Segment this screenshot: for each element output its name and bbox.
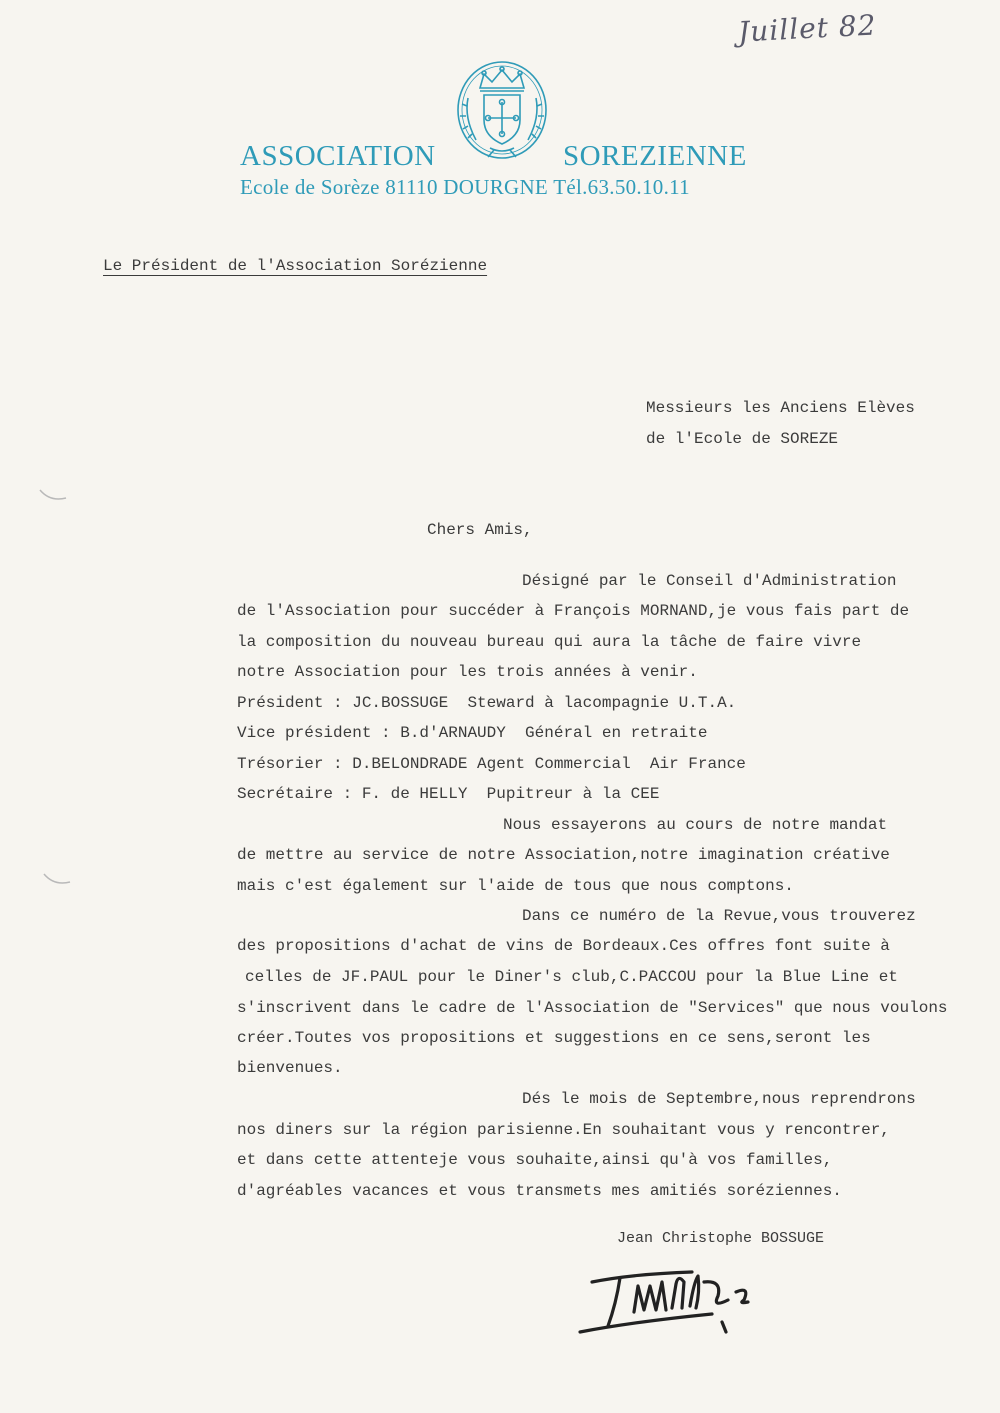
punch-hole-mark <box>38 488 68 502</box>
body-line: Trésorier : D.BELONDRADE Agent Commercial Air France <box>237 755 746 773</box>
body-line: de mettre au service de notre Association,notre imagination créative <box>237 846 890 864</box>
body-line: Vice président : B.d'ARNAUDY Général en retraite <box>237 724 708 742</box>
body-line: Dés le mois de Septembre,nous reprendrons <box>522 1090 916 1108</box>
body-line: créer.Toutes vos propositions et suggestions en ce sens,seront les <box>237 1029 871 1047</box>
punch-hole-mark <box>42 872 72 886</box>
body-line: bienvenues. <box>237 1059 343 1077</box>
body-line: et dans cette attenteje vous souhaite,ainsi qu'à vos familles, <box>237 1151 833 1169</box>
letterhead-name-left: ASSOCIATION <box>240 140 436 172</box>
body-line: nos diners sur la région parisienne.En souhaitant vous y rencontrer, <box>237 1121 890 1139</box>
signer-name: Jean Christophe BOSSUGE <box>617 1230 825 1247</box>
body-line: celles de JF.PAUL pour le Diner's club,C.PACCOU pour la Blue Line et <box>245 968 898 986</box>
letterhead-name-right: SOREZIENNE <box>563 140 747 172</box>
body-line: d'agréables vacances et vous transmets mes amitiés soréziennes. <box>237 1182 842 1200</box>
letterhead-address: Ecole de Sorèze 81110 DOURGNE Tél.63.50.10.11 <box>240 175 690 199</box>
body-line: notre Association pour les trois années à venir. <box>237 663 698 681</box>
salutation: Chers Amis, <box>427 521 533 539</box>
handwritten-date: Juillet 82 <box>737 8 878 49</box>
body-line: Dans ce numéro de la Revue,vous trouverez <box>522 907 916 925</box>
association-crest-logo <box>454 58 550 162</box>
body-line: Président : JC.BOSSUGE Steward à lacompagnie U.T.A. <box>237 694 737 712</box>
body-line: Nous essayerons au cours de notre mandat <box>503 816 888 834</box>
body-line: la composition du nouveau bureau qui aura la tâche de faire vivre <box>237 633 862 651</box>
body-line: des propositions d'achat de vins de Bordeaux.Ces offres font suite à <box>237 937 890 955</box>
letter-heading: Le Président de l'Association Sorézienne <box>103 257 488 275</box>
body-line: s'inscrivent dans le cadre de l'Association de "Services" que nous voulons <box>237 999 948 1017</box>
body-line: Secrétaire : F. de HELLY Pupitreur à la CEE <box>237 785 660 803</box>
recipient-line-1: Messieurs les Anciens Elèves <box>646 399 915 417</box>
recipient-line-2: de l'Ecole de SOREZE <box>646 430 839 448</box>
body-line: mais c'est également sur l'aide de tous que nous comptons. <box>237 877 794 895</box>
body-line: Désigné par le Conseil d'Administration <box>522 572 897 590</box>
body-line: de l'Association pour succéder à François MORNAND,je vous fais part de <box>237 602 910 620</box>
handwritten-signature <box>572 1252 782 1342</box>
